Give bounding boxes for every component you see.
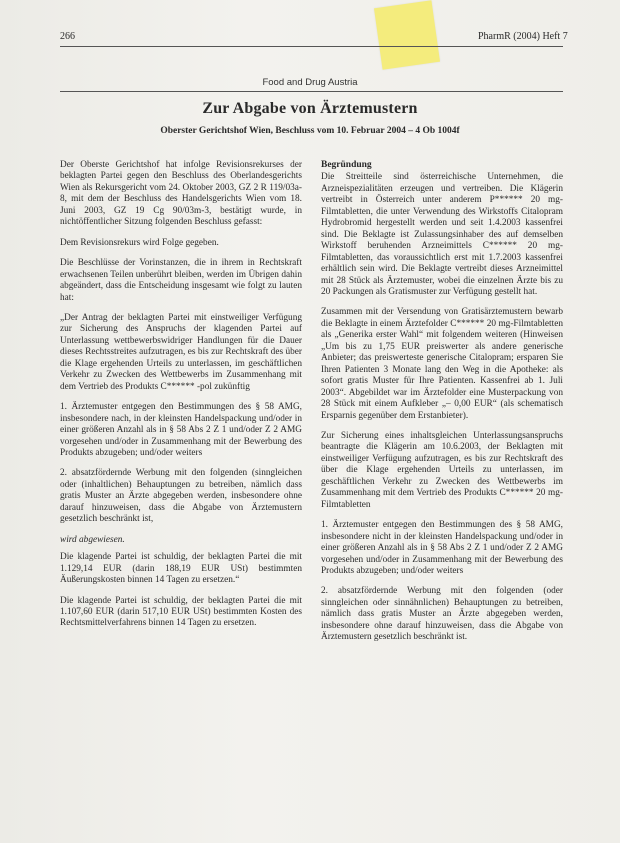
left-column <box>60 160 302 639</box>
paragraph: 2. absatzfördernde Werbung mit den folgenden (sinngleichen oder (inhaltlichen) Behauptungen zu betreiben, nämlich dass gratis Muster an Ärzte abgegeben werden, insbesondere ohne darauf hinzuweisen, dass die Abgabe von Ärztemustern gesetzlich beschränkt ist, <box>60 468 302 525</box>
paragraph: Die Streitteile sind österreichische Unternehmen, die Arzneispezialitäten erzeugen und vertreiben. Die Klägerin vertreibt in Österreich unter anderem P****** 20 mg-Filmtabletten, die unter Verwendung des Wirkstoffs Citalopram Hydrobromid hergestellt werden und seit 1.4.2003 kassenfrei sind. Die Beklagte ist Zulassungsinhaber des auf demselben Wirkstoff beruhenden Arzneimittels C****** 20 mg-Filmtabletten, das voraussichtlich erst mit 1.7.2003 kassenfrei erhältlich sein wird. Die Beklagte vertreibt dieses Arzneimittel mit 28 Stück als Ärztemuster, wobei die einzelnen Ärzte bis zu 20 Packungen als Gratismuster zur Verfügung gestellt hat. <box>321 172 563 297</box>
paragraph: Die klagende Partei ist schuldig, der beklagten Partei die mit 1.107,60 EUR (darin 517,10 EUR USt) bestimmten Kosten des Rechtsmittelverfahrens binnen 14 Tagen zu ersetzen. <box>60 595 302 629</box>
header-rule <box>60 46 563 47</box>
article-subtitle: Oberster Gerichtshof Wien, Beschluss vom 10. Februar 2004 – 4 Ob 1004f <box>160 126 460 136</box>
yellow-sticky-note <box>374 0 440 69</box>
paragraph: 2. absatzfördernde Werbung mit den folgenden (oder sinngleichen oder sinnähnlichen) Behauptungen zu betreiben, nämlich dass gratis Muster an Ärzte abgegeben werden, insbesondere ohne darauf hinzuweisen, dass die Abgabe von Ärztemustern gesetzlich beschränkt ist. <box>321 586 563 643</box>
paragraph: wird abgewiesen. <box>60 534 125 545</box>
paragraph: Die klagende Partei ist schuldig, der beklagten Partei die mit 1.129,14 EUR (darin 188,19 EUR USt) bestimmten Äußerungskosten binnen 14 Tagen zu ersetzen.“ <box>60 552 302 586</box>
page-number: 266 <box>60 31 75 42</box>
paragraph: Dem Revisionsrekurs wird Folge gegeben. <box>60 237 219 248</box>
paragraph: „Der Antrag der beklagten Partei mit einstweiliger Verfügung zur Sicherung des Anspruchs der klagenden Partei auf Unterlassung wettbewerbswidriger Handlungen für die Dauer dieses Rechtsstreites aufzutragen, es bis zur Rechtskraft des über die Klage ergehenden Urteils zu unterlassen, im geschäftlichen Verkehr zu Zwecken des Wettbewerbs im Zusammenhang mit dem Vertrieb des Produkts C****** -pol zukünftig <box>60 312 302 392</box>
paragraph: 1. Ärztemuster entgegen den Bestimmungen des § 58 AMG, insbesondere nicht in der kleinsten Handelspackung und/oder in einer größeren Anzahl als in § 58 Abs 2 Z 1 und/oder Z 2 AMG vorgesehen und/oder in Zusammenhang mit der Bewerbung des Produkts abzugeben; und/oder weiters <box>321 520 563 576</box>
paragraph: Zusammen mit der Versendung von Gratisärztemustern bewarb die Beklagte in einem Ärztefolder C****** 20 mg-Filmtabletten als „Generika erster Wahl“ mit folgendem weiteren (Hinweisen „Um bis zu 1,75 EUR preiswerter als andere generische Anbieter; das preiswerteste generische Citalopram; ersparen Sie Ihren Patienten 3 Monate lang den Weg in die Apotheke: als sofort gratis Muster für Ihre Patienten. Kassenfrei ab 1. Juli 2003“. Abgebildet war im Ärztefolder eine Musterpackung von 28 Stück mit einem Aufkleber „– 0,00 EUR“ (als schematisch Ersparnis gegenüber dem Erstanbieter). <box>321 307 563 421</box>
paragraph: 1. Ärztemuster entgegen den Bestimmungen des § 58 AMG, insbesondere nach, in der kleinsten Handelspackung und/oder in einer größeren Anzahl als in § 58 Abs 2 Z 1 und/oder Z 2 AMG vorgesehen und/oder in Zusammenhang mit der Bewerbung des Produkts abzugeben; und/oder weiters <box>60 402 302 458</box>
article-title: Zur Abgabe von Ärztemustern <box>202 100 418 117</box>
paragraph: Zur Sicherung eines inhaltsgleichen Unterlassungsanspruchs beantragte die Klägerin am 10.6.2003, der Beklagten mit einstweiliger Verfügung aufzutragen, es bis zur Rechtskraft des über die Klage ergehenden Urteils zu unterlassen, im geschäftlichen Verkehr zu Zwecken des Wettbewerbs im Zusammenhang mit dem Vertrieb des Produkts C****** 20 mg-Filmtabletten <box>321 430 563 510</box>
right-column <box>321 160 563 653</box>
section-label: Food and Drug Austria <box>262 77 358 88</box>
section-rule <box>60 91 563 92</box>
paragraph: Die Beschlüsse der Vorinstanzen, die in ihrem in Rechtskraft erwachsenen Teilen unberührt bleiben, werden im Übrigen dahin abgeändert, dass die Entscheidung insgesamt wie folgt zu lauten hat: <box>60 258 302 303</box>
section-heading: Begründung <box>321 160 372 170</box>
paragraph: Der Oberste Gerichtshof hat infolge Revisionsrekurses der beklagten Partei gegen den Beschluss des Oberlandesgerichts Wien als Rekursgericht vom 24. Oktober 2003, GZ 2 R 119/03a-8, mit dem der Beschluss des Handelsgerichts Wien vom 18. Juni 2003, GZ 19 Cg 90/03m-3, bestätigt wurde, in nichtöffentlicher Sitzung folgenden Beschluss gefasst: <box>60 160 302 228</box>
journal-reference: PharmR (2004) Heft 7 <box>478 31 568 42</box>
